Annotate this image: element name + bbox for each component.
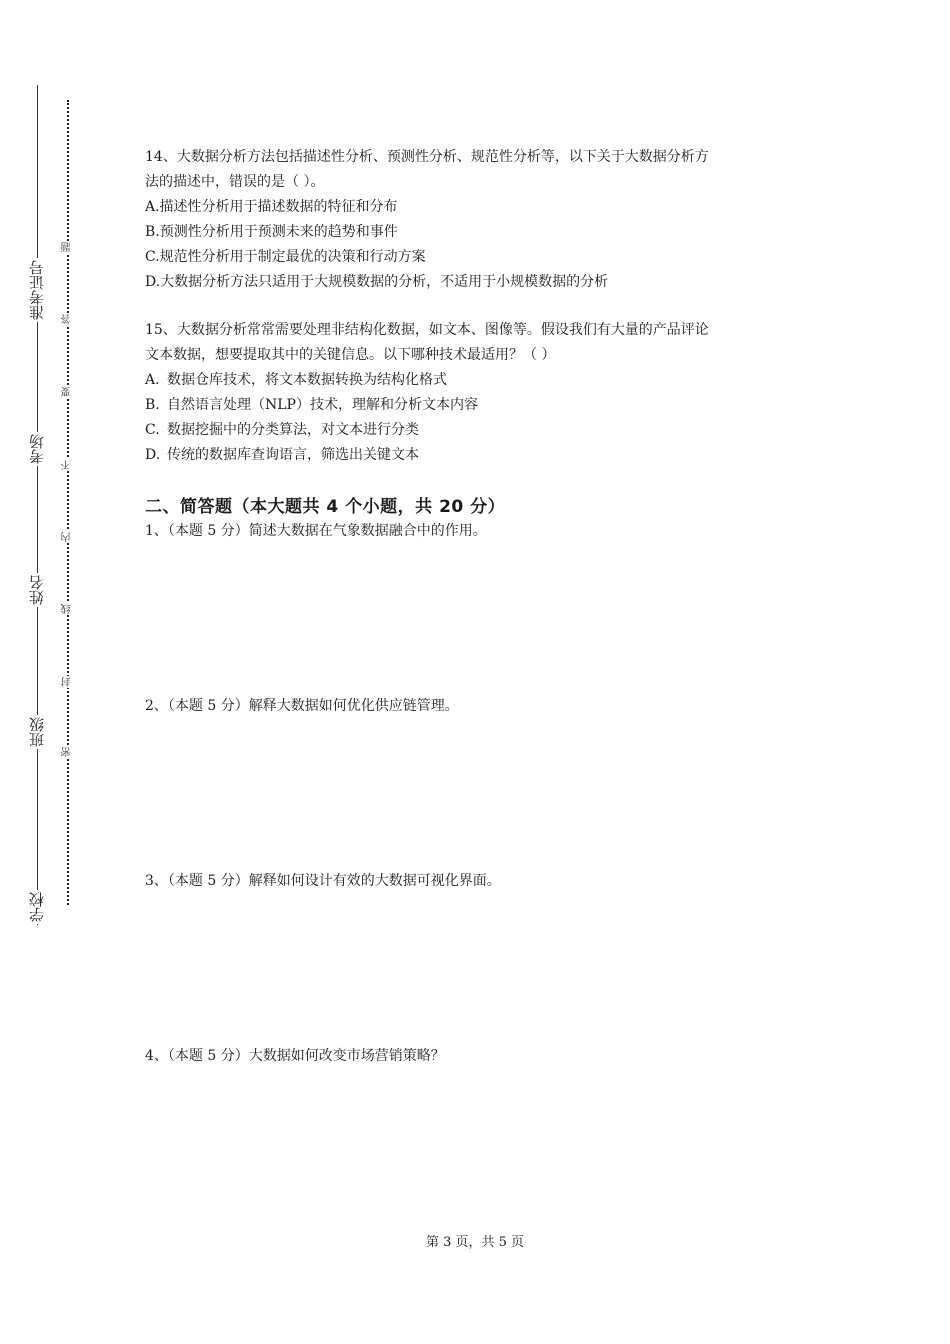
seal-char: 密 [59,746,77,758]
option-text: 数据挖掘中的分类算法，对文本进行分类 [167,422,419,438]
option-b: B.预测性分析用于预测未来的趋势和事件 [145,224,398,240]
seal-dotted-line [67,100,69,905]
class-label: 班级 [22,715,52,749]
question-stem: 15、大数据分析常常需要处理非结构化数据，如文本、图像等。假设我们有大量的产品评论 [145,322,709,338]
option-letter: C. [145,422,160,438]
page-number: 第 3 页，共 5 页 [425,1235,525,1250]
option-d [145,443,825,468]
short-answer-question-4: 4、（本题 5 分）大数据如何改变市场营销策略？ [145,1048,445,1064]
seal-char: 要 [59,386,77,398]
exam-id-label: 准考证号 [22,258,52,322]
question-stem: 14、大数据分析方法包括描述性分析、预测性分析、规范性分析等，以下关于大数据分析方 [145,149,709,165]
option-a: A.描述性分析用于描述数据的特征和分布 [145,199,398,215]
short-answer-question-2: 2、（本题 5 分）解释大数据如何优化供应链管理。 [145,698,459,714]
seal-char: 线 [59,603,77,615]
question-stem: 文本数据，想要提取其中的关键信息。以下哪种技术最适用？（ ） [145,347,556,363]
option-letter: A. [145,372,160,388]
exam-room-label: 考场 [22,432,52,466]
seal-char: 封 [59,676,77,688]
option-text: 传统的数据库查询语言，筛选出关键文本 [167,447,419,463]
name-label: 姓名 [22,573,52,607]
binding-line [37,85,38,925]
question-14 [145,145,825,295]
seal-char: 内 [59,531,77,543]
option-letter: D. [145,447,161,463]
option-c: C.规范性分析用于制定最优的决策和行动方案 [145,249,426,265]
option-b [145,393,825,418]
option-letter: B. [145,397,160,413]
question-stem: 法的描述中，错误的是（ ）。 [145,174,325,190]
seal-char: 题 [59,241,77,253]
option-d: D.大数据分析方法只适用于大规模数据的分析，不适用于小规模数据的分析 [145,274,609,290]
short-answer-question-1: 1、（本题 5 分）简述大数据在气象数据融合中的作用。 [145,523,487,539]
option-text: 数据仓库技术，将文本数据转换为结构化格式 [167,372,447,388]
option-text: 自然语言处理（NLP）技术，理解和分析文本内容 [167,397,478,413]
seal-char: 不 [59,459,77,471]
short-answer-question-3: 3、（本题 5 分）解释如何设计有效的大数据可视化界面。 [145,873,501,889]
school-label: 学校 [22,890,52,924]
section-title: 二、简答题（本大题共 4 个小题，共 20 分） [145,497,506,517]
option-c [145,418,825,443]
seal-char: 答 [59,313,77,325]
option-a [145,368,825,393]
question-15 [145,318,825,468]
